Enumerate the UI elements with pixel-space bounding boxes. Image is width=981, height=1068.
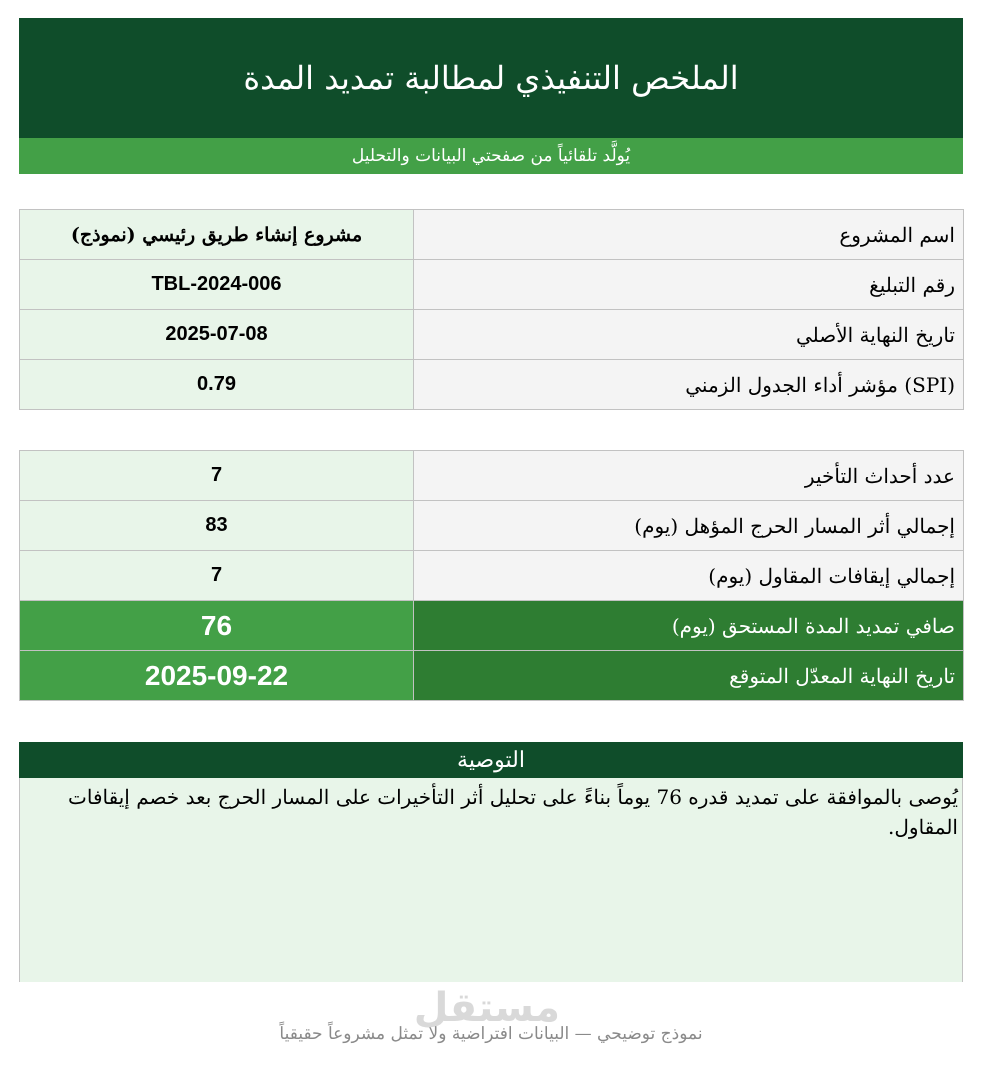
contractor-suspensions-label: إجمالي إيقافات المقاول (يوم) — [414, 551, 964, 601]
net-extension-row — [20, 601, 964, 651]
footer-disclaimer: نموذج توضيحي — البيانات افتراضية ولا تمثل مشروعاً حقيقياً — [279, 1024, 703, 1044]
project-name-row — [20, 210, 964, 260]
page-title: الملخص التنفيذي لمطالبة تمديد المدة — [19, 18, 963, 138]
delay-events-row — [20, 451, 964, 501]
spi-value: 0.79 — [20, 360, 414, 410]
critical-path-impact-label: إجمالي أثر المسار الحرج المؤهل (يوم) — [414, 501, 964, 551]
page-subtitle: يُولَّد تلقائياً من صفحتي البيانات والتحليل — [19, 138, 963, 174]
recommendation-text: يُوصى بالموافقة على تمديد قدره 76 يوماً بناءً على تحليل أثر التأخيرات على المسار الحرج بعد خصم إيقافات المقاول. — [19, 778, 963, 982]
delay-events-label: عدد أحداث التأخير — [414, 451, 964, 501]
delay-events-value: 7 — [20, 451, 414, 501]
recommendation-title: التوصية — [19, 742, 963, 778]
critical-path-impact-row — [20, 501, 964, 551]
critical-path-impact-value: 83 — [20, 501, 414, 551]
original-end-date-label: تاريخ النهاية الأصلي — [414, 310, 964, 360]
contractor-suspensions-row — [20, 551, 964, 601]
notice-number-row — [20, 260, 964, 310]
watermark-logo: مستقل — [413, 985, 560, 1031]
original-end-date-row — [20, 310, 964, 360]
contractor-suspensions-value: 7 — [20, 551, 414, 601]
revised-end-date-row — [20, 651, 964, 701]
spi-label: (SPI) مؤشر أداء الجدول الزمني — [414, 360, 964, 410]
spi-row — [20, 360, 964, 410]
revised-end-date-value: 2025-09-22 — [20, 651, 414, 701]
original-end-date-value: 2025-07-08 — [20, 310, 414, 360]
notice-number-value: TBL-2024-006 — [20, 260, 414, 310]
net-extension-label: صافي تمديد المدة المستحق (يوم) — [414, 601, 964, 651]
project-name-value: مشروع إنشاء طريق رئيسي (نموذج) — [20, 210, 414, 260]
revised-end-date-label: تاريخ النهاية المعدّل المتوقع — [414, 651, 964, 701]
net-extension-value: 76 — [20, 601, 414, 651]
analysis-summary-table — [19, 450, 964, 701]
notice-number-label: رقم التبليغ — [414, 260, 964, 310]
project-name-label: اسم المشروع — [414, 210, 964, 260]
project-info-table — [19, 209, 964, 410]
